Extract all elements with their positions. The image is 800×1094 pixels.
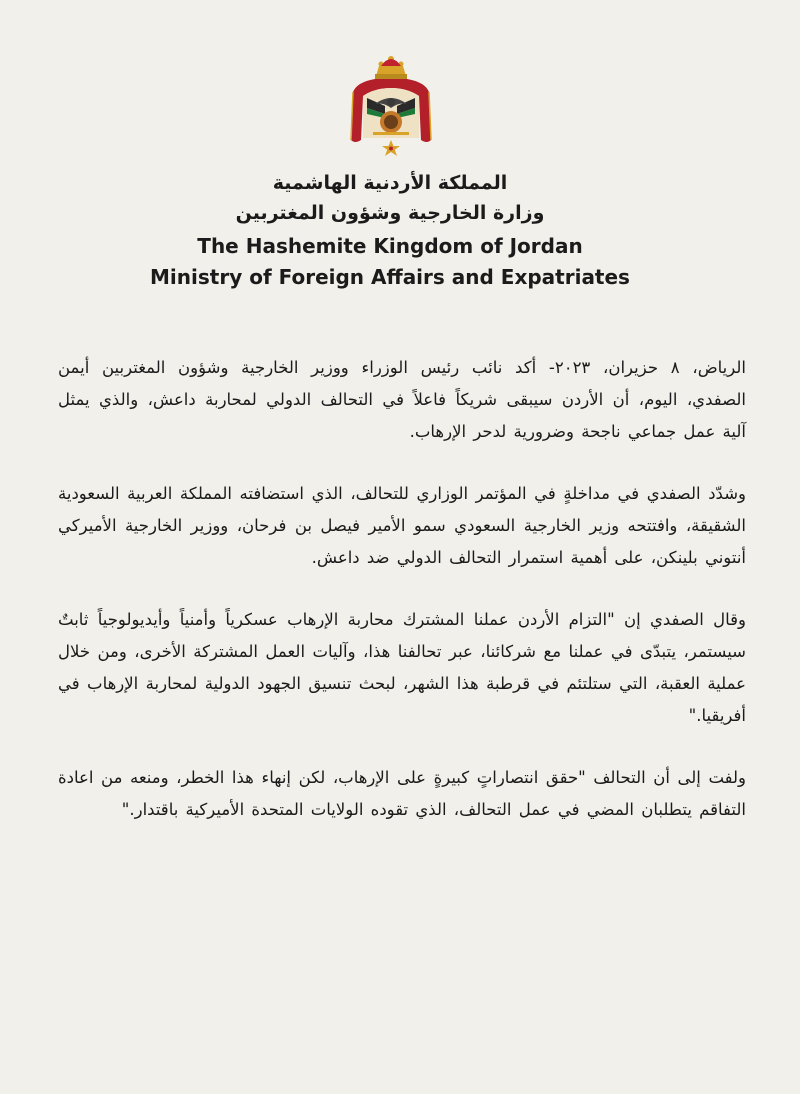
english-ministry-name: Ministry of Foreign Affairs and Expatriates (150, 265, 630, 289)
arabic-kingdom-name: المملكة الأردنية الهاشمية (272, 172, 508, 194)
press-release-body (58, 352, 746, 856)
paragraph-3: وقال الصفدي إن "التزام الأردن عملنا المشترك محاربة الإرهاب عسكرياً وأمنياً وأيديولوجياً ثابتٌ سيستمر، يتبدّى في عملنا مع شركائنا، عبر تحالفنا هذا، وآليات العمل المشتركة الأخرى، ومن خلال عملية العقبة، التي ستلتئم في قرطبة هذا الشهر، لبحث تنسيق الجهود الدولية لمحاربة الإرهاب في أفريقيا." (58, 610, 746, 725)
letterhead (100, 168, 680, 293)
paragraph-1: الرياض، ٨ حزيران، ٢٠٢٣- أكد نائب رئيس الوزراء ووزير الخارجية وشؤون المغتربين أيمن الصفدي، اليوم، أن الأردن سيبقى شريكاً فاعلاً في التحالف الدولي لمحاربة داعش، والذي يمثل آلية عمل جماعي ناجحة وضرورية لدحر الإرهاب. (58, 358, 746, 441)
jordan-coat-of-arms-icon (345, 52, 437, 160)
paragraph-2: وشدّد الصفدي في مداخلةٍ في المؤتمر الوزاري للتحالف، الذي استضافته المملكة العربية السعودية الشقيقة، وافتتحه وزير الخارجية السعودي سمو الأمير فيصل بن فرحان، ووزير الخارجية الأميركي أنتوني بلينكن، على أهمية استمرار التحالف الدولي ضد داعش. (58, 484, 746, 567)
english-kingdom-name: The Hashemite Kingdom of Jordan (197, 234, 583, 258)
arabic-ministry-name: وزارة الخارجية وشؤون المغتربين (235, 202, 545, 224)
paragraph-4: ولفت إلى أن التحالف "حقق انتصاراتٍ كبيرةٍ على الإرهاب، لكن إنهاء هذا الخطر، ومنعه من اعادة التفاقم يتطلبان المضي في عمل التحالف، الذي تقوده الولايات المتحدة الأميركية باقتدار." (58, 768, 746, 819)
